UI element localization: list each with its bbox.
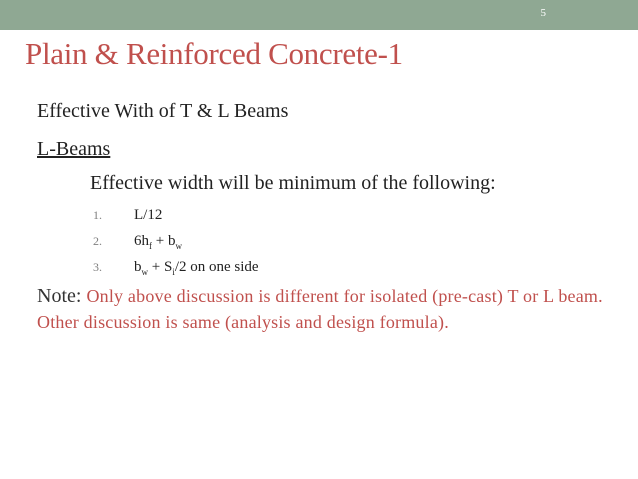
list-number: 1. [93, 208, 102, 223]
list-text: L/12 [134, 207, 163, 224]
subheading: L-Beams [37, 138, 111, 160]
list-text: $6h_f + b_w$ [134, 232, 182, 251]
numbered-list [93, 203, 607, 281]
note-label: Note: [37, 285, 82, 307]
list-number: 2. [93, 234, 102, 249]
slide-title: Plain & Reinforced Concrete-1 [25, 36, 403, 71]
paragraph [37, 170, 607, 197]
top-bar [0, 0, 638, 30]
slide-number: 5 [540, 7, 546, 19]
list-item [93, 255, 607, 281]
note [37, 283, 607, 336]
note-text: Only above discussion is different for isolated (pre-cast) T or L beam. Other discussion is same (analysis and design formula). [37, 286, 603, 333]
slide-body [37, 98, 607, 336]
list-item [93, 203, 607, 229]
paragraph-text: Effective width will be minimum of the following: [90, 172, 496, 194]
list-item [93, 229, 607, 255]
heading: Effective With of T & L Beams [37, 100, 289, 122]
list-number: 3. [93, 260, 102, 275]
list-text: $b_w + S_i/2$ on one side [134, 258, 259, 277]
